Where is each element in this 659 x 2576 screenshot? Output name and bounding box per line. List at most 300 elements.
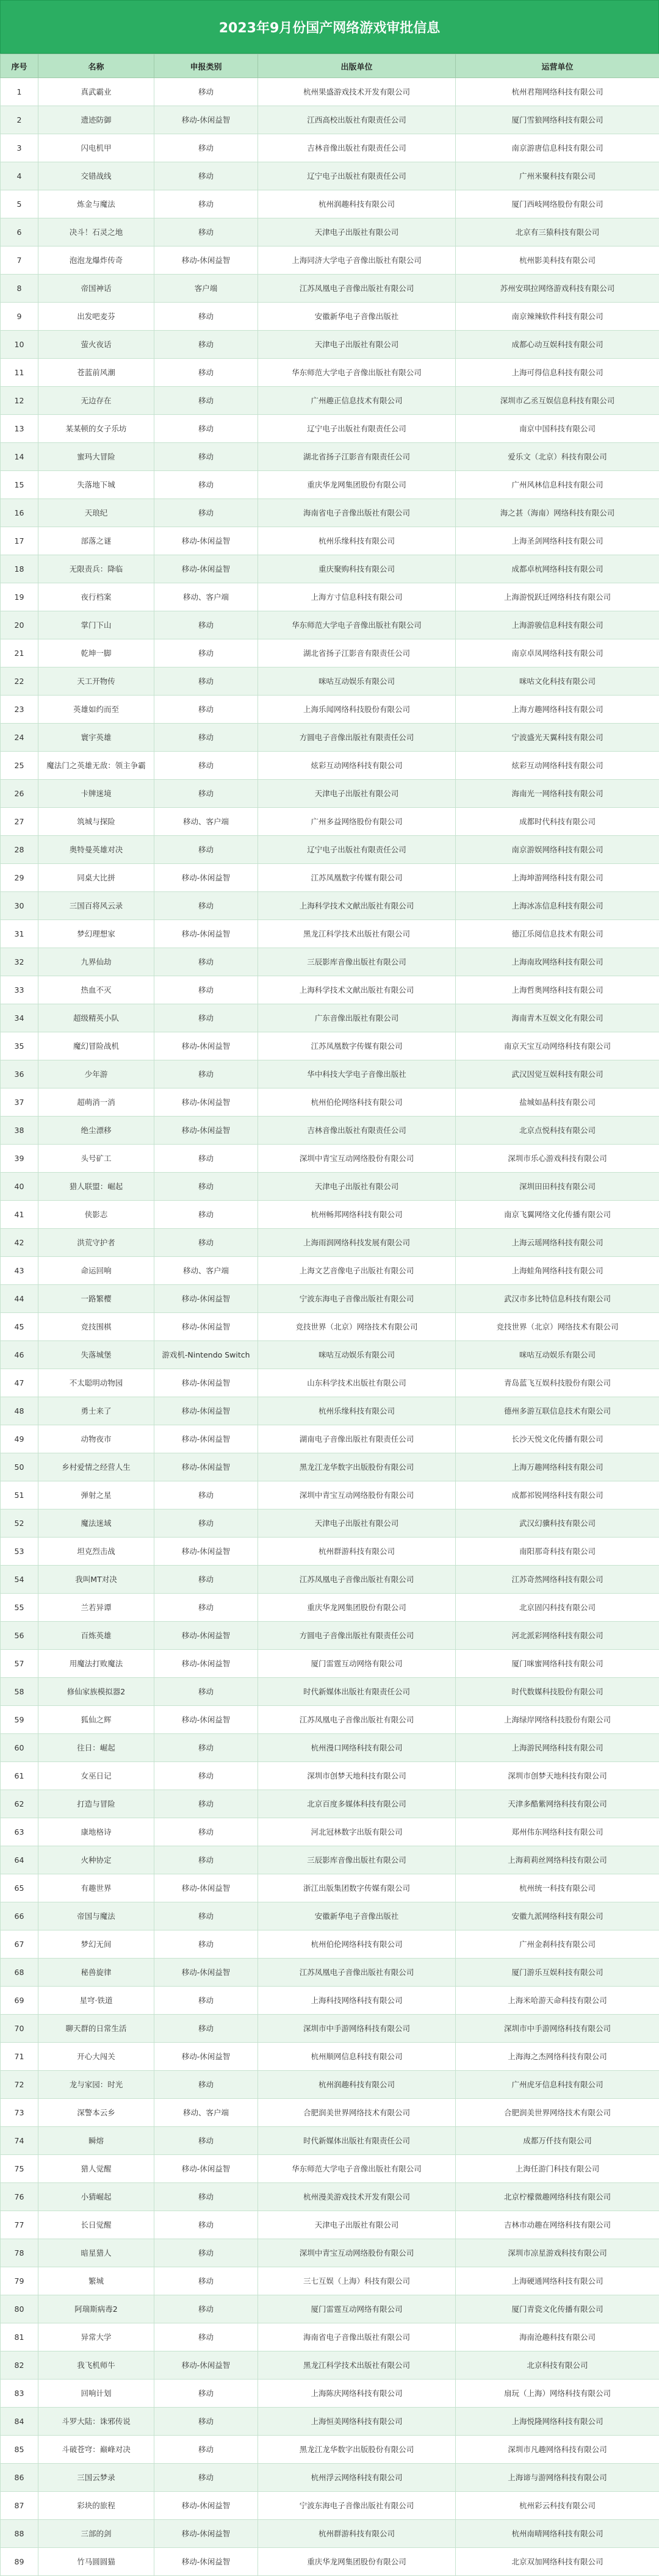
cell-category: 移动 <box>154 1145 258 1173</box>
cell-publisher: 华东师范大学电子音像出版社有限公司 <box>258 359 456 387</box>
cell-index: 20 <box>1 611 38 639</box>
cell-category: 移动 <box>154 499 258 527</box>
cell-category: 移动 <box>154 218 258 246</box>
cell-name: 超级精英小队 <box>38 1004 154 1032</box>
cell-index: 40 <box>1 1173 38 1201</box>
cell-index: 25 <box>1 752 38 780</box>
cell-operator: 武汉幻骥科技有限公司 <box>456 1509 659 1538</box>
cell-name: 我飞机师牛 <box>38 2351 154 2380</box>
cell-operator: 厦门咪蜜网络科技有限公司 <box>456 1650 659 1678</box>
cell-category: 移动 <box>154 1060 258 1088</box>
table-row <box>1 1088 659 1117</box>
cell-index: 22 <box>1 667 38 696</box>
cell-index: 14 <box>1 443 38 471</box>
cell-operator: 郑州伟东网络科技有限公司 <box>456 1818 659 1846</box>
cell-name: 超萌消一消 <box>38 1088 154 1117</box>
table-row <box>1 2295 659 2323</box>
cell-publisher: 上海乐闻网络科技股份有限公司 <box>258 696 456 724</box>
cell-operator: 深圳市乙丞互娱信息科技有限公司 <box>456 387 659 415</box>
cell-name: 苍蓝前风潮 <box>38 359 154 387</box>
cell-index: 81 <box>1 2323 38 2351</box>
cell-name: 女巫日记 <box>38 1762 154 1790</box>
cell-publisher: 时代新媒体出版社有限责任公司 <box>258 2127 456 2155</box>
cell-operator: 杭州南晴网络科技有限公司 <box>456 2520 659 2548</box>
table-row <box>1 1902 659 1930</box>
table-row <box>1 2408 659 2436</box>
cell-index: 60 <box>1 1734 38 1762</box>
cell-index: 80 <box>1 2295 38 2323</box>
cell-publisher: 重庆聚购科技有限公司 <box>258 555 456 583</box>
cell-name: 异常大学 <box>38 2323 154 2351</box>
cell-publisher: 重庆华龙网集团股份有限公司 <box>258 1594 456 1622</box>
cell-name: 秘兽旋律 <box>38 1959 154 1987</box>
cell-name: 阿瑞斯病毒2 <box>38 2295 154 2323</box>
table-row <box>1 752 659 780</box>
table-row <box>1 2323 659 2351</box>
cell-category: 移动-休闲益智 <box>154 1650 258 1678</box>
cell-name: 真武霸业 <box>38 78 154 106</box>
cell-category: 移动 <box>154 2267 258 2295</box>
cell-name: 动物夜市 <box>38 1425 154 1453</box>
cell-index: 58 <box>1 1678 38 1706</box>
cell-index: 55 <box>1 1594 38 1622</box>
cell-publisher: 湖南电子音像出版社有限责任公司 <box>258 1425 456 1453</box>
cell-name: 打造与冒险 <box>38 1790 154 1818</box>
cell-name: 乾坤一脚 <box>38 639 154 667</box>
cell-index: 51 <box>1 1481 38 1509</box>
cell-name: 三国云梦录 <box>38 2464 154 2492</box>
cell-operator: 厦门西岐网络股份有限公司 <box>456 190 659 218</box>
cell-operator: 上海海之杰网络科技有限公司 <box>456 2043 659 2071</box>
cell-index: 62 <box>1 1790 38 1818</box>
cell-category: 移动 <box>154 2295 258 2323</box>
cell-category: 移动 <box>154 1229 258 1257</box>
table-row <box>1 499 659 527</box>
cell-operator: 咪咕互动娱乐有限公司 <box>456 1341 659 1369</box>
cell-operator: 上海莉莉丝网络科技有限公司 <box>456 1846 659 1874</box>
header-publisher: 出版单位 <box>258 54 456 78</box>
cell-operator: 杭州影美科技有限公司 <box>456 246 659 275</box>
cell-operator: 德江乐阅信息技术有限公司 <box>456 920 659 948</box>
header-operator: 运营单位 <box>456 54 659 78</box>
cell-publisher: 海南省电子音像出版社有限公司 <box>258 2323 456 2351</box>
cell-name: 出发吧麦芬 <box>38 303 154 331</box>
cell-publisher: 重庆华龙网集团股份有限公司 <box>258 471 456 499</box>
header-row <box>1 54 659 78</box>
cell-publisher: 广州多益网络股份有限公司 <box>258 808 456 836</box>
table-row <box>1 864 659 892</box>
cell-name: 天工开物传 <box>38 667 154 696</box>
table-row <box>1 1818 659 1846</box>
cell-name: 竞技围棋 <box>38 1313 154 1341</box>
cell-operator: 上海哲奥网络科技有限公司 <box>456 976 659 1004</box>
cell-publisher: 江西高校出版社有限责任公司 <box>258 106 456 134</box>
header-index: 序号 <box>1 54 38 78</box>
table-row <box>1 134 659 162</box>
cell-publisher: 湖北省扬子江影音有限责任公司 <box>258 639 456 667</box>
cell-publisher: 咪咕互动娱乐有限公司 <box>258 667 456 696</box>
table-row <box>1 920 659 948</box>
cell-operator: 北京双加网络科技有限公司 <box>456 2548 659 2576</box>
cell-operator: 安徽九派网络科技有限公司 <box>456 1902 659 1930</box>
table-row <box>1 1566 659 1594</box>
cell-publisher: 炫彩互动网络科技有限公司 <box>258 752 456 780</box>
cell-category: 移动 <box>154 2464 258 2492</box>
cell-operator: 青岛蓝飞互娱科技股份有限公司 <box>456 1369 659 1397</box>
cell-index: 15 <box>1 471 38 499</box>
cell-index: 47 <box>1 1369 38 1397</box>
cell-publisher: 宁波东海电子音像出版社有限公司 <box>258 2492 456 2520</box>
table-row <box>1 1004 659 1032</box>
cell-operator: 上海云瑶网络科技有限公司 <box>456 1229 659 1257</box>
cell-publisher: 深圳中青宝互动网络股份有限公司 <box>258 1145 456 1173</box>
cell-publisher: 黑龙江科学技术出版社有限公司 <box>258 2351 456 2380</box>
cell-operator: 海之甚（海南）网络科技有限公司 <box>456 499 659 527</box>
cell-category: 移动 <box>154 1201 258 1229</box>
cell-name: 失落城堡 <box>38 1341 154 1369</box>
cell-name: 往日：崛起 <box>38 1734 154 1762</box>
cell-publisher: 上海雨润网络科技发展有限公司 <box>258 1229 456 1257</box>
cell-name: 开心大闯关 <box>38 2043 154 2071</box>
table-row <box>1 1930 659 1959</box>
cell-publisher: 广东音像出版社有限公司 <box>258 1004 456 1032</box>
table-row <box>1 2099 659 2127</box>
cell-publisher: 上海陈庆网络科技有限公司 <box>258 2380 456 2408</box>
cell-operator: 时代数媒科技股份有限公司 <box>456 1678 659 1706</box>
cell-index: 68 <box>1 1959 38 1987</box>
cell-name: 三国百将风云录 <box>38 892 154 920</box>
cell-name: 康地格诗 <box>38 1818 154 1846</box>
table-row <box>1 611 659 639</box>
table-row <box>1 527 659 555</box>
cell-publisher: 黑龙江龙华数字出版股份有限公司 <box>258 1453 456 1481</box>
cell-category: 移动 <box>154 471 258 499</box>
cell-category: 移动 <box>154 1762 258 1790</box>
cell-operator: 海南青木互娱文化有限公司 <box>456 1004 659 1032</box>
table-row <box>1 1117 659 1145</box>
cell-publisher: 杭州乐缘科技有限公司 <box>258 1397 456 1425</box>
header-name: 名称 <box>38 54 154 78</box>
cell-publisher: 上海科技网络科技有限公司 <box>258 1987 456 2015</box>
cell-category: 移动-休闲益智 <box>154 555 258 583</box>
cell-name: 少年游 <box>38 1060 154 1088</box>
cell-category: 移动-休闲益智 <box>154 1397 258 1425</box>
cell-category: 移动-休闲益智 <box>154 1313 258 1341</box>
cell-publisher: 江苏凤凰电子音像出版社有限公司 <box>258 1706 456 1734</box>
table-row <box>1 1622 659 1650</box>
cell-category: 移动-休闲益智 <box>154 1032 258 1060</box>
cell-category: 移动、客户端 <box>154 583 258 611</box>
cell-index: 26 <box>1 780 38 808</box>
cell-publisher: 广州趣正信息技术有限公司 <box>258 387 456 415</box>
table-row <box>1 106 659 134</box>
cell-index: 16 <box>1 499 38 527</box>
cell-index: 43 <box>1 1257 38 1285</box>
cell-name: 暗星猎人 <box>38 2239 154 2267</box>
cell-index: 87 <box>1 2492 38 2520</box>
cell-category: 移动-休闲益智 <box>154 1425 258 1453</box>
cell-index: 74 <box>1 2127 38 2155</box>
cell-operator: 上海谛与游网络科技有限公司 <box>456 2464 659 2492</box>
cell-operator: 合肥润美世界网络技术有限公司 <box>456 2099 659 2127</box>
cell-category: 移动-休闲益智 <box>154 527 258 555</box>
cell-name: 不太聪明动物园 <box>38 1369 154 1397</box>
cell-index: 24 <box>1 724 38 752</box>
cell-index: 71 <box>1 2043 38 2071</box>
cell-category: 移动 <box>154 1846 258 1874</box>
cell-category: 移动-休闲益智 <box>154 1117 258 1145</box>
cell-publisher: 天津电子出版社有限公司 <box>258 2211 456 2239</box>
cell-operator: 上海游骏信息科技有限公司 <box>456 611 659 639</box>
cell-category: 移动、客户端 <box>154 1257 258 1285</box>
cell-index: 17 <box>1 527 38 555</box>
table-row <box>1 2351 659 2380</box>
cell-name: 长日觉醒 <box>38 2211 154 2239</box>
cell-category: 移动 <box>154 2183 258 2211</box>
table-row <box>1 1706 659 1734</box>
cell-name: 魔法门之英雄无敌：领主争霸 <box>38 752 154 780</box>
cell-category: 移动 <box>154 1004 258 1032</box>
cell-name: 失落地下城 <box>38 471 154 499</box>
table-row <box>1 162 659 190</box>
cell-operator: 河北派彩网络科技有限公司 <box>456 1622 659 1650</box>
cell-operator: 南阳那奇科技有限公司 <box>456 1538 659 1566</box>
cell-operator: 上海坤游网络科技有限公司 <box>456 864 659 892</box>
cell-category: 移动-休闲益智 <box>154 2520 258 2548</box>
cell-index: 75 <box>1 2155 38 2183</box>
cell-category: 移动-休闲益智 <box>154 1453 258 1481</box>
cell-category: 移动 <box>154 134 258 162</box>
cell-operator: 广州金刹科技有限公司 <box>456 1930 659 1959</box>
cell-publisher: 上海恒美网络科技有限公司 <box>258 2408 456 2436</box>
cell-publisher: 天津电子出版社有限公司 <box>258 780 456 808</box>
cell-publisher: 杭州乐缘科技有限公司 <box>258 527 456 555</box>
cell-operator: 咪咕文化科技有限公司 <box>456 667 659 696</box>
cell-category: 移动-休闲益智 <box>154 1959 258 1987</box>
cell-publisher: 天津电子出版社有限公司 <box>258 331 456 359</box>
cell-category: 移动-休闲益智 <box>154 2492 258 2520</box>
table-row <box>1 218 659 246</box>
table-row <box>1 2183 659 2211</box>
cell-publisher: 杭州伯伦网络科技有限公司 <box>258 1088 456 1117</box>
cell-name: 蜜玛大冒险 <box>38 443 154 471</box>
cell-name: 繁城 <box>38 2267 154 2295</box>
cell-name: 无边存在 <box>38 387 154 415</box>
cell-name: 绝尘漂移 <box>38 1117 154 1145</box>
cell-name: 兰若异谭 <box>38 1594 154 1622</box>
cell-category: 移动 <box>154 2436 258 2464</box>
table-row <box>1 2267 659 2295</box>
cell-index: 57 <box>1 1650 38 1678</box>
table-row <box>1 1594 659 1622</box>
cell-operator: 成都时代科技有限公司 <box>456 808 659 836</box>
cell-operator: 炫彩互动网络科技有限公司 <box>456 752 659 780</box>
cell-operator: 南京辣辣软件科技有限公司 <box>456 303 659 331</box>
table-row <box>1 2043 659 2071</box>
cell-operator: 上海任游门科技有限公司 <box>456 2155 659 2183</box>
cell-index: 50 <box>1 1453 38 1481</box>
cell-category: 移动、客户端 <box>154 808 258 836</box>
cell-operator: 竞技世界（北京）网络技术有限公司 <box>456 1313 659 1341</box>
cell-name: 炼金与魔法 <box>38 190 154 218</box>
cell-publisher: 方圆电子音像出版社有限责任公司 <box>258 724 456 752</box>
cell-name: 我叫MT对决 <box>38 1566 154 1594</box>
cell-operator: 吉林市动趣在网络科技有限公司 <box>456 2211 659 2239</box>
cell-name: 一路繁樱 <box>38 1285 154 1313</box>
table-row <box>1 1538 659 1566</box>
cell-index: 6 <box>1 218 38 246</box>
cell-operator: 南京天宝互动网络科技有限公司 <box>456 1032 659 1060</box>
cell-name: 热血不灭 <box>38 976 154 1004</box>
cell-operator: 厦门雪狼网络科技有限公司 <box>456 106 659 134</box>
cell-publisher: 杭州群游科技有限公司 <box>258 2520 456 2548</box>
table-row <box>1 2239 659 2267</box>
cell-publisher: 天津电子出版社有限公司 <box>258 1173 456 1201</box>
cell-operator: 广州风林信息科技有限公司 <box>456 471 659 499</box>
cell-category: 移动 <box>154 2071 258 2099</box>
cell-index: 44 <box>1 1285 38 1313</box>
table-row <box>1 1229 659 1257</box>
cell-category: 移动 <box>154 752 258 780</box>
cell-category: 移动 <box>154 1987 258 2015</box>
cell-index: 86 <box>1 2464 38 2492</box>
cell-publisher: 上海文艺音像电子出版社有限公司 <box>258 1257 456 1285</box>
cell-name: 斗破苍穹：巅峰对决 <box>38 2436 154 2464</box>
cell-index: 89 <box>1 2548 38 2576</box>
cell-category: 移动 <box>154 1509 258 1538</box>
cell-operator: 爱乐文（北京）科技有限公司 <box>456 443 659 471</box>
cell-operator: 深圳市乐心游戏科技有限公司 <box>456 1145 659 1173</box>
cell-index: 83 <box>1 2380 38 2408</box>
cell-operator: 武汉市多比特信息科技有限公司 <box>456 1285 659 1313</box>
cell-index: 28 <box>1 836 38 864</box>
table-row <box>1 1173 659 1201</box>
cell-operator: 上海悦隆网络科技有限公司 <box>456 2408 659 2436</box>
cell-operator: 深圳市凡趣网络科技有限公司 <box>456 2436 659 2464</box>
cell-category: 移动-休闲益智 <box>154 1874 258 1902</box>
cell-operator: 北京固闪科技有限公司 <box>456 1594 659 1622</box>
cell-name: 梦幻无间 <box>38 1930 154 1959</box>
cell-category: 移动 <box>154 639 258 667</box>
table-row <box>1 1285 659 1313</box>
table-row <box>1 2520 659 2548</box>
cell-name: 卡牌迷境 <box>38 780 154 808</box>
table-row <box>1 387 659 415</box>
cell-operator: 成都心动互娱科技有限公司 <box>456 331 659 359</box>
cell-index: 8 <box>1 275 38 303</box>
cell-category: 移动 <box>154 1902 258 1930</box>
table-row <box>1 1650 659 1678</box>
cell-category: 移动 <box>154 948 258 976</box>
cell-operator: 上海万趣网络科技有限公司 <box>456 1453 659 1481</box>
cell-category: 移动-休闲益智 <box>154 1706 258 1734</box>
cell-operator: 上海硬通网络科技有限公司 <box>456 2267 659 2295</box>
cell-operator: 长沙天悦文化传播有限公司 <box>456 1425 659 1453</box>
cell-index: 46 <box>1 1341 38 1369</box>
cell-category: 移动 <box>154 780 258 808</box>
cell-index: 5 <box>1 190 38 218</box>
cell-publisher: 杭州润趣科技有限公司 <box>258 190 456 218</box>
cell-category: 移动-休闲益智 <box>154 1622 258 1650</box>
cell-name: 瞬熔 <box>38 2127 154 2155</box>
table-row <box>1 2436 659 2464</box>
cell-operator: 上海圣剑网络科技有限公司 <box>456 527 659 555</box>
cell-index: 3 <box>1 134 38 162</box>
table-row <box>1 892 659 920</box>
cell-category: 移动-休闲益智 <box>154 2155 258 2183</box>
cell-category: 移动 <box>154 359 258 387</box>
cell-index: 18 <box>1 555 38 583</box>
cell-publisher: 华东师范大学电子音像出版社有限公司 <box>258 2155 456 2183</box>
cell-index: 53 <box>1 1538 38 1566</box>
cell-category: 移动-休闲益智 <box>154 864 258 892</box>
cell-name: 掌门下山 <box>38 611 154 639</box>
cell-category: 移动-休闲益智 <box>154 920 258 948</box>
table-row <box>1 331 659 359</box>
cell-name: 帝国神话 <box>38 275 154 303</box>
cell-publisher: 江苏凤凰电子音像出版社有限公司 <box>258 1566 456 1594</box>
cell-index: 39 <box>1 1145 38 1173</box>
cell-publisher: 安徽新华电子音像出版社 <box>258 303 456 331</box>
cell-publisher: 咪咕互动娱乐有限公司 <box>258 1341 456 1369</box>
header-category: 申报类别 <box>154 54 258 78</box>
cell-name: 用魔法打败魔法 <box>38 1650 154 1678</box>
cell-index: 13 <box>1 415 38 443</box>
cell-operator: 深圳田田科技有限公司 <box>456 1173 659 1201</box>
cell-category: 移动 <box>154 415 258 443</box>
cell-operator: 杭州彩云科技有限公司 <box>456 2492 659 2520</box>
cell-index: 7 <box>1 246 38 275</box>
cell-category: 移动 <box>154 190 258 218</box>
cell-index: 41 <box>1 1201 38 1229</box>
cell-index: 32 <box>1 948 38 976</box>
cell-category: 移动 <box>154 667 258 696</box>
cell-name: 寰宇英雄 <box>38 724 154 752</box>
table-row <box>1 1397 659 1425</box>
cell-index: 72 <box>1 2071 38 2099</box>
cell-name: 彩块的旅程 <box>38 2492 154 2520</box>
table-row <box>1 2155 659 2183</box>
cell-operator: 成都万仟技有限公司 <box>456 2127 659 2155</box>
cell-name: 交错战线 <box>38 162 154 190</box>
cell-index: 59 <box>1 1706 38 1734</box>
cell-index: 56 <box>1 1622 38 1650</box>
cell-operator: 厦门青瓷文化传播有限公司 <box>456 2295 659 2323</box>
cell-publisher: 北京百度多媒体科技有限公司 <box>258 1790 456 1818</box>
cell-index: 65 <box>1 1874 38 1902</box>
cell-name: 奥特曼英雄对决 <box>38 836 154 864</box>
cell-operator: 深圳市创梦天地科技有限公司 <box>456 1762 659 1790</box>
cell-operator: 厦门游乐互娱科技有限公司 <box>456 1959 659 1987</box>
cell-operator: 德州多游互联信息技术有限公司 <box>456 1397 659 1425</box>
cell-name: 闪电机甲 <box>38 134 154 162</box>
table-row <box>1 443 659 471</box>
cell-name: 某某顿的女子乐坊 <box>38 415 154 443</box>
cell-index: 37 <box>1 1088 38 1117</box>
cell-category: 移动 <box>154 976 258 1004</box>
cell-name: 三部的剑 <box>38 2520 154 2548</box>
cell-operator: 南京飞翼网络文化传播有限公司 <box>456 1201 659 1229</box>
cell-index: 42 <box>1 1229 38 1257</box>
table-row <box>1 246 659 275</box>
cell-publisher: 吉林音像出版社有限责任公司 <box>258 134 456 162</box>
cell-index: 64 <box>1 1846 38 1874</box>
cell-publisher: 黑龙江龙华数字出版股份有限公司 <box>258 2436 456 2464</box>
cell-publisher: 安徽新华电子音像出版社 <box>258 1902 456 1930</box>
cell-name: 洪荒守护者 <box>38 1229 154 1257</box>
cell-operator: 扇玩（上海）网络科技有限公司 <box>456 2380 659 2408</box>
cell-index: 49 <box>1 1425 38 1453</box>
